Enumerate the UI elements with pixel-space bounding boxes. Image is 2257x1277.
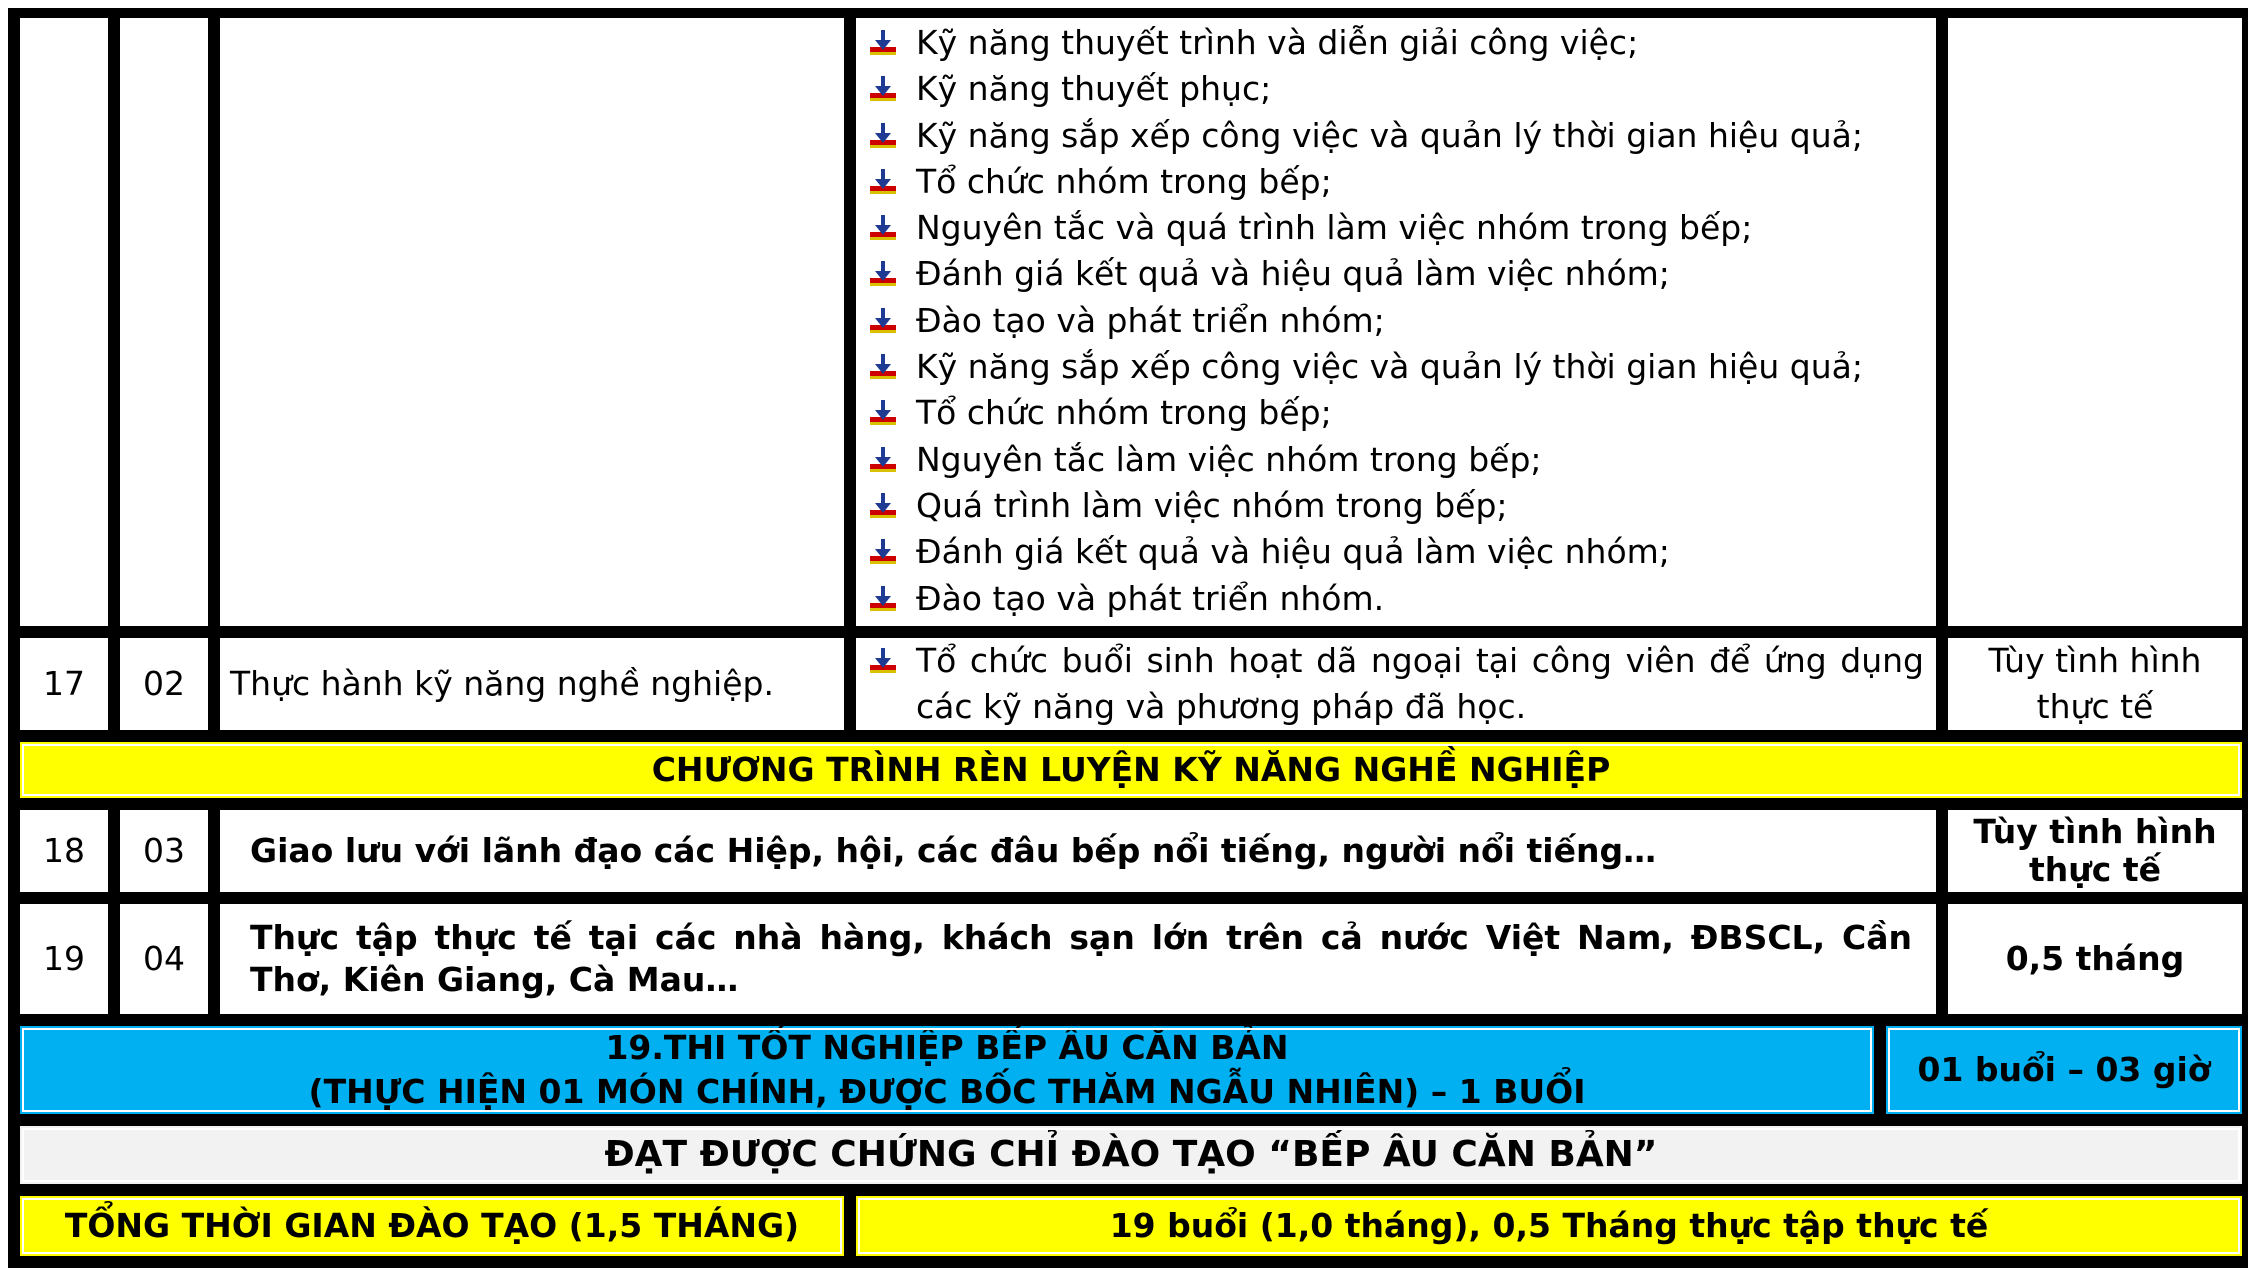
row17-content-text: Tổ chức buổi sinh hoạt dã ngoại tại công viên để ứng dụng các kỹ năng và phương pháp đã học.: [916, 641, 1924, 727]
row-top-bullet-text: Đào tạo và phát triển nhóm;: [916, 300, 1385, 340]
row17-stt: 17: [16, 634, 112, 734]
arrow-down-bullet-icon: [870, 215, 896, 241]
row-top-bullet-item: [864, 66, 1934, 112]
certificate-row: [16, 1122, 2246, 1188]
row19-content-text: Thực tập thực tế tại các nhà hàng, khách sạn lớn trên cả nước Việt Nam, ĐBSCL, Cần Thơ, Kiên Giang, Cà Mau…: [250, 918, 1912, 999]
exam-title-line2: (THỰC HIỆN 01 MÓN CHÍNH, ĐƯỢC BỐC THĂM NGẪU NHIÊN) – 1 BUỔI: [308, 1072, 1586, 1111]
row17-title: [216, 634, 848, 734]
row19-session: 04: [116, 900, 212, 1018]
row-top-bullet-text: Tổ chức nhóm trong bếp;: [916, 161, 1332, 201]
row-top-bullet-text: Nguyên tắc làm việc nhóm trong bếp;: [916, 439, 1542, 479]
row-top-bullet-text: Quá trình làm việc nhóm trong bếp;: [916, 485, 1508, 525]
row-top-session-cell: [116, 14, 212, 630]
row-top-bullet-text: Kỹ năng sắp xếp công việc và quản lý thời gian hiệu quả;: [916, 115, 1863, 155]
row-top-stt-cell: [16, 14, 112, 630]
row-top-bullet-text: Tổ chức nhóm trong bếp;: [916, 393, 1332, 433]
row17-content-cell: [852, 634, 1940, 734]
arrow-down-bullet-icon: [870, 447, 896, 473]
row18-duration-line1: Tùy tình hình: [1973, 812, 2217, 851]
row18-duration: [1944, 806, 2246, 896]
row17-duration-line1: Tùy tình hình: [1988, 641, 2202, 680]
arrow-down-bullet-icon: [870, 648, 896, 674]
row-top-bullet-item: [864, 298, 1934, 344]
row-top-bullet-item: [864, 437, 1934, 483]
row-top-bullet-list: [864, 20, 1934, 622]
row-top-bullet-text: Kỹ năng sắp xếp công việc và quản lý thời gian hiệu quả;: [916, 347, 1863, 387]
arrow-down-bullet-icon: [870, 586, 896, 612]
row-top-bullet-text: Đào tạo và phát triển nhóm.: [916, 578, 1385, 618]
row19-duration: 0,5 tháng: [1944, 900, 2246, 1018]
row-top-duration-cell: [1944, 14, 2246, 630]
row-top-bullet-text: Đánh giá kết quả và hiệu quả làm việc nhóm;: [916, 254, 1670, 294]
arrow-down-bullet-icon: [870, 493, 896, 519]
section-header-text: CHƯƠNG TRÌNH RÈN LUYỆN KỸ NĂNG NGHỀ NGHIỆP: [651, 750, 1611, 789]
row19-stt: 19: [16, 900, 112, 1018]
row18-content: [216, 806, 1940, 896]
row18-duration-line2: thực tế: [2029, 850, 2161, 889]
arrow-down-bullet-icon: [870, 400, 896, 426]
row18-stt: 18: [16, 806, 112, 896]
arrow-down-bullet-icon: [870, 261, 896, 287]
row-top-bullet-text: Kỹ năng thuyết phục;: [916, 69, 1272, 109]
row-top-bullet-item: [864, 576, 1934, 622]
arrow-down-bullet-icon: [870, 169, 896, 195]
row18-content-text: Giao lưu với lãnh đạo các Hiệp, hội, các đâu bếp nổi tiếng, người nổi tiếng…: [250, 831, 1657, 870]
certificate-text: ĐẠT ĐƯỢC CHỨNG CHỈ ĐÀO TẠO “BẾP ÂU CĂN BẢN”: [604, 1134, 1658, 1175]
exam-title-line1: 19.THI TỐT NGHIỆP BẾP ÂU CĂN BẢN: [605, 1028, 1289, 1067]
arrow-down-bullet-icon: [870, 30, 896, 56]
row-top-content-cell: [852, 14, 1940, 630]
arrow-down-bullet-icon: [870, 354, 896, 380]
total-label: TỔNG THỜI GIAN ĐÀO TẠO (1,5 THÁNG): [16, 1192, 848, 1260]
exam-duration: 01 buổi – 03 giờ: [1882, 1022, 2246, 1118]
row-top-bullet-item: [864, 251, 1934, 297]
row17-bullet-list: [864, 638, 1924, 731]
row-top-bullet-text: Nguyên tắc và quá trình làm việc nhóm trong bếp;: [916, 208, 1753, 248]
row-top-bullet-item: [864, 529, 1934, 575]
row17-duration: [1944, 634, 2246, 734]
arrow-down-bullet-icon: [870, 123, 896, 149]
arrow-down-bullet-icon: [870, 76, 896, 102]
row17-title-text: Thực hành kỹ năng nghề nghiệp.: [230, 664, 774, 703]
arrow-down-bullet-icon: [870, 308, 896, 334]
row17-duration-line2: thực tế: [2036, 687, 2154, 726]
row-top-bullet-item: [864, 159, 1934, 205]
row18-session: 03: [116, 806, 212, 896]
row-top-bullet-text: Kỹ năng thuyết trình và diễn giải công việc;: [916, 23, 1639, 62]
row17-bullet-item: [864, 638, 1924, 731]
row-top-bullet-item: [864, 390, 1934, 436]
row-top-bullet-item: [864, 205, 1934, 251]
section-header: [16, 738, 2246, 802]
row-top-bullet-text: Đánh giá kết quả và hiệu quả làm việc nhóm;: [916, 532, 1670, 572]
row19-content: [216, 900, 1940, 1018]
row-top-bullet-item: [864, 483, 1934, 529]
row-top-title-cell: [216, 14, 848, 630]
total-value: 19 buổi (1,0 tháng), 0,5 Tháng thực tập thực tế: [852, 1192, 2246, 1260]
row17-session: 02: [116, 634, 212, 734]
row-top-bullet-item: [864, 113, 1934, 159]
row-top-bullet-item: [864, 344, 1934, 390]
arrow-down-bullet-icon: [870, 539, 896, 565]
exam-title: [16, 1022, 1878, 1118]
row-top-bullet-item: [864, 20, 1934, 66]
